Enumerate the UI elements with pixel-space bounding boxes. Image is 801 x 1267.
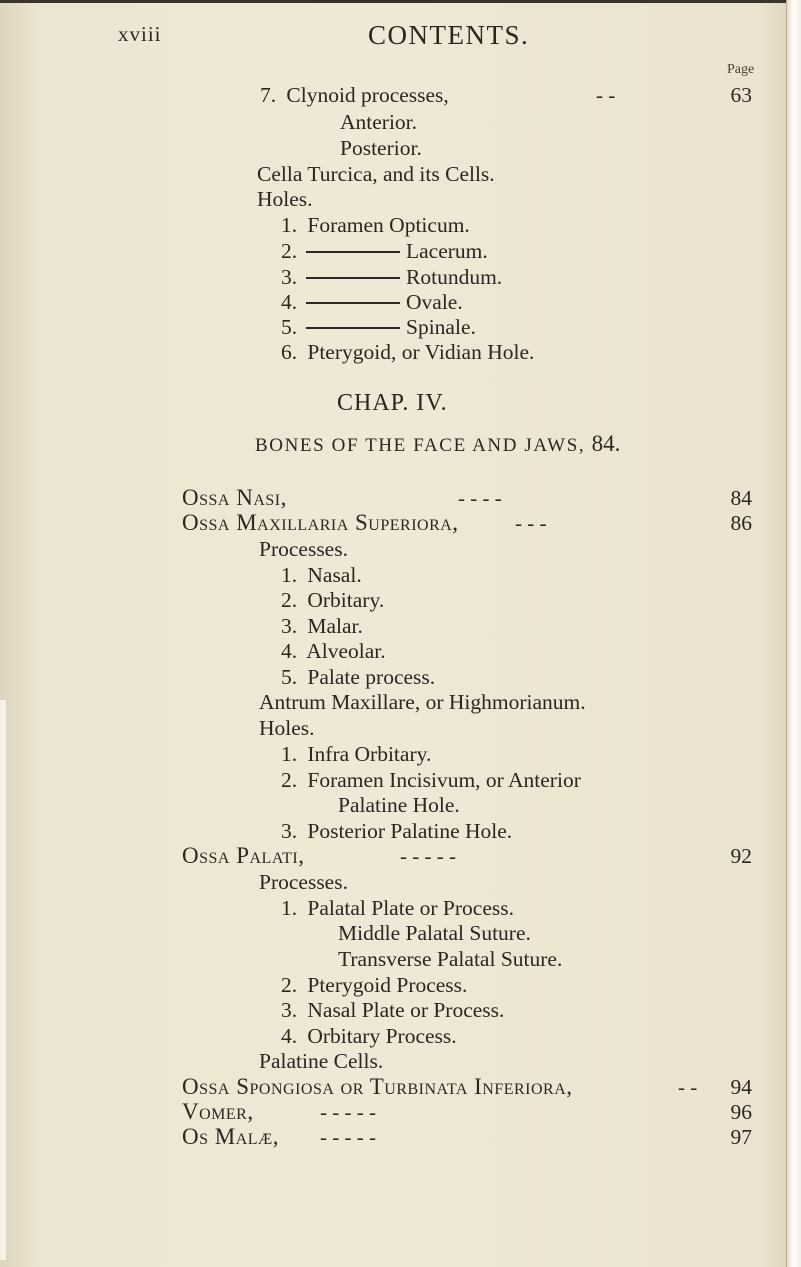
page-number: 97 (730, 1125, 752, 1149)
page-number: 92 (730, 844, 752, 868)
page-column-label: Page (727, 62, 755, 77)
toc-hole-item: 1. Infra Orbitary. (281, 742, 432, 766)
leader-dashes: - - (596, 83, 616, 107)
toc-hole-item-continued: Palatine Hole. (338, 793, 460, 817)
toc-entry-clynoid: 7. Clynoid processes, (260, 83, 449, 107)
toc-heading: Processes. (259, 870, 348, 894)
page-edge-right (786, 0, 801, 1267)
toc-entry: Palatine Cells. (259, 1049, 384, 1073)
leader-dashes: - - - - - (320, 1125, 376, 1149)
toc-subentry: Posterior. (340, 136, 422, 160)
ditto-rule (306, 302, 400, 304)
leader-dashes: - - - - (458, 486, 502, 510)
toc-bone-entry: Ossa Nasi, (182, 485, 287, 510)
page-folio: xviii (118, 22, 162, 46)
chapter-title: CHAP. IV. (337, 390, 448, 416)
toc-process-item: 4. Orbitary Process. (281, 1024, 457, 1048)
toc-hole-item: 2. Foramen Incisivum, or Anterior (281, 768, 581, 792)
leader-dashes: - - - - - (320, 1100, 376, 1124)
toc-hole-item: 4. Ovale. (281, 290, 463, 314)
toc-hole-item: 2. Lacerum. (281, 239, 488, 263)
toc-bone-entry: Vomer, (182, 1099, 254, 1124)
toc-heading: Processes. (259, 537, 348, 561)
chapter-subtitle: BONES OF THE FACE AND JAWS, 84. (255, 431, 621, 456)
page-edge-left (0, 700, 6, 1260)
ditto-rule (306, 277, 400, 279)
toc-bone-entry: Ossa Maxillaria Superiora, (182, 510, 459, 535)
page-number: 86 (730, 511, 752, 535)
toc-process-item: 3. Malar. (281, 614, 363, 638)
page-number: 94 (730, 1075, 752, 1099)
toc-process-item: 1. Nasal. (281, 563, 362, 587)
toc-bone-entry: Os Malæ, (182, 1124, 280, 1149)
toc-process-item: 4. Alveolar. (281, 639, 386, 663)
page-number: 96 (730, 1100, 752, 1124)
toc-bone-entry: Ossa Spongiosa or Turbinata Inferiora, (182, 1074, 573, 1099)
toc-heading: Holes. (257, 187, 313, 211)
toc-hole-item: 5. Spinale. (281, 315, 476, 339)
toc-hole-item: 6. Pterygoid, or Vidian Hole. (281, 340, 535, 364)
running-header (0, 20, 801, 54)
toc-process-item: 2. Pterygoid Process. (281, 973, 468, 997)
toc-subentry: Anterior. (340, 110, 418, 134)
toc-process-item: 5. Palate process. (281, 665, 436, 689)
toc-hole-item: 3. Posterior Palatine Hole. (281, 819, 513, 843)
toc-entry: Cella Turcica, and its Cells. (257, 162, 495, 186)
top-edge-rule (0, 0, 801, 3)
toc-process-item: 3. Nasal Plate or Process. (281, 998, 505, 1022)
toc-heading: Holes. (259, 716, 315, 740)
page-number: 63 (730, 83, 752, 107)
toc-entry: Antrum Maxillare, or Highmorianum. (259, 690, 586, 714)
toc-subentry: Middle Palatal Suture. (338, 921, 531, 945)
page-number: 84 (730, 486, 752, 510)
toc-process-item: 2. Orbitary. (281, 588, 385, 612)
toc-process-item: 1. Palatal Plate or Process. (281, 896, 514, 920)
toc-hole-item: 1. Foramen Opticum. (281, 213, 470, 237)
leader-dashes: - - - - - (400, 844, 456, 868)
ditto-rule (306, 251, 400, 253)
toc-subentry: Transverse Palatal Suture. (338, 947, 563, 971)
leader-dashes: - - (678, 1075, 698, 1099)
toc-hole-item: 3. Rotundum. (281, 265, 503, 289)
ditto-rule (306, 327, 400, 329)
toc-bone-entry: Ossa Palati, (182, 843, 305, 868)
running-title: CONTENTS. (368, 20, 530, 50)
leader-dashes: - - - (515, 511, 547, 535)
